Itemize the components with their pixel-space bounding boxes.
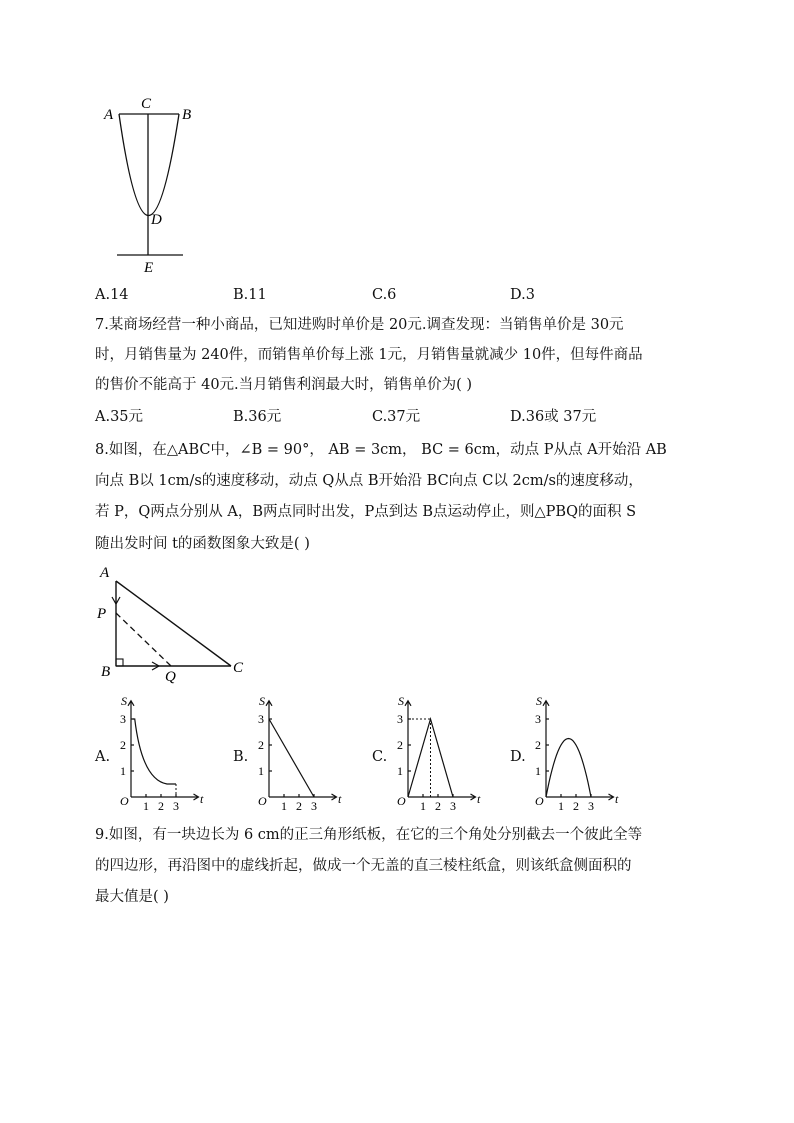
y-tick-label: 3 [397,712,403,726]
x-tick-label: 1 [558,799,564,811]
q7-option-b: B.36元 [233,409,282,425]
graph-curve [546,739,591,798]
y-tick-label: 1 [535,764,541,778]
y-tick-label: 2 [120,738,126,752]
q6-option-b: B.11 [233,287,267,303]
y-tick-label: 3 [258,712,264,726]
x-tick-label: 1 [143,799,149,811]
s-axis-label: S [398,694,404,708]
q7-line-3: 的售价不能高于 40元.当月销售利润最大时，销售单价为( ) [95,377,473,393]
graph-option-c [372,693,492,811]
origin-label: O [258,794,267,808]
q6-option-a: A.14 [95,287,129,303]
parabola-curve [119,114,179,216]
q8-line-2: 向点 B以 1cm/s的速度移动，动点 Q从点 B开始沿 BC向点 C以 2cm/s的速度移动， [95,473,643,489]
t-axis-label: t [200,792,204,806]
q6-option-d: D.3 [510,287,535,303]
x-tick-label: 2 [296,799,302,811]
q7-option-d: D.36或 37元 [510,409,597,425]
q9-line-3: 最大值是( ) [95,889,169,905]
graph-option-a [95,693,215,811]
q9-line-1: 9.如图，有一块边长为 6 cm的正三角形纸板，在它的三个角处分别截去一个彼此全等 [95,827,643,843]
q6-option-c: C.6 [372,287,397,303]
s-axis-label: S [121,694,127,708]
graph-d-plot [524,693,630,811]
graph-a-plot [109,693,215,811]
q7-line-2: 时，月销售量为 240件，而销售单价每上涨 1元，月销售量就减少 10件，但每件商品 [95,347,643,363]
y-tick-label: 3 [120,712,126,726]
q8-line-1: 8.如图，在△ABC中，∠B = 90°， AB = 3cm， BC = 6cm，动点 P从点 A开始沿 AB [95,442,667,458]
side-ac [116,581,231,666]
y-tick-label: 3 [535,712,541,726]
q8-line-3: 若 P，Q两点分别从 A，B两点同时出发，P点到达 B点运动停止，则△PBQ的面积 S [95,504,637,520]
x-tick-label: 3 [588,799,594,811]
tri-label-c: C [233,660,244,676]
y-tick-label: 2 [258,738,264,752]
x-tick-label: 1 [420,799,426,811]
right-angle-mark [116,659,123,666]
graph-c-plot [386,693,492,811]
y-tick-label: 1 [258,764,264,778]
graph-option-b [233,693,353,811]
q7-option-c: C.37元 [372,409,421,425]
q9-line-2: 的四边形，再沿图中的虚线折起，做成一个无盖的直三棱柱纸盒，则该纸盒侧面积的 [95,858,632,874]
x-tick-label: 2 [435,799,441,811]
tri-label-q: Q [165,669,176,685]
graph-curve [408,719,453,797]
graph-d-letter: D. [510,749,526,765]
y-tick-label: 2 [397,738,403,752]
q7-option-a: A.35元 [95,409,144,425]
tri-label-a: A [100,565,110,581]
graph-b-letter: B. [233,749,249,765]
y-tick-label: 1 [120,764,126,778]
t-axis-label: t [615,792,619,806]
t-axis-label: t [477,792,481,806]
y-tick-label: 1 [397,764,403,778]
s-axis-label: S [536,694,542,708]
tri-label-p: P [97,606,107,622]
q8-line-4: 随出发时间 t的函数图象大致是( ) [95,536,310,552]
tri-label-b: B [101,664,111,680]
x-tick-label: 3 [173,799,179,811]
graph-curve [133,719,177,784]
x-tick-label: 3 [450,799,456,811]
dashed-pq [116,613,171,666]
t-axis-label: t [338,792,342,806]
x-tick-label: 2 [158,799,164,811]
origin-label: O [120,794,129,808]
x-tick-label: 1 [281,799,287,811]
label-a: A [104,107,114,123]
x-tick-label: 3 [311,799,317,811]
graph-a-letter: A. [95,749,111,765]
graph-curve [269,719,314,797]
label-e: E [144,260,154,276]
x-tick-label: 2 [573,799,579,811]
label-d: D [151,212,162,228]
graph-c-letter: C. [372,749,388,765]
graph-b-plot [247,693,353,811]
origin-label: O [535,794,544,808]
y-tick-label: 2 [535,738,541,752]
parabola-figure [95,92,195,277]
graph-option-d [510,693,630,811]
s-axis-label: S [259,694,265,708]
origin-label: O [397,794,406,808]
q7-line-1: 7.某商场经营一种小商品，已知进购时单价是 20元.调查发现：当销售单价是 30元 [95,317,624,333]
triangle-figure [90,560,260,685]
label-c: C [141,96,152,112]
label-b: B [182,107,192,123]
